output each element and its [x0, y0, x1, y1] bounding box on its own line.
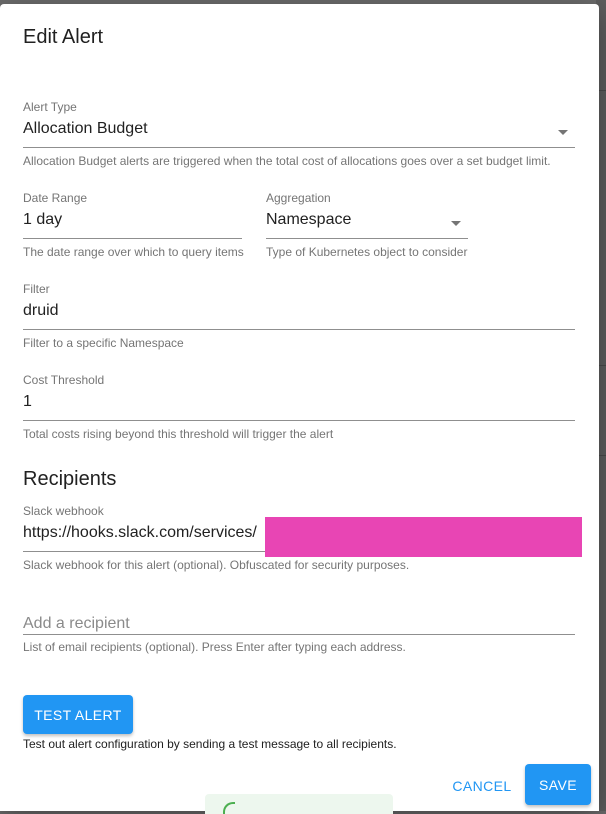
caret-down-icon — [558, 130, 568, 135]
cost-threshold-value: 1 — [23, 393, 32, 410]
test-alert-button[interactable]: TEST ALERT — [23, 695, 133, 734]
alert-type-value: Allocation Budget — [23, 120, 148, 137]
cancel-button[interactable]: CANCEL — [445, 768, 519, 804]
cost-threshold-underline — [23, 420, 575, 421]
success-icon — [223, 802, 235, 814]
email-recipient-underline — [23, 634, 575, 635]
filter-underline — [23, 329, 575, 330]
aggregation-helper: Type of Kubernetes object to consider — [266, 245, 468, 259]
alert-type-select[interactable] — [23, 96, 575, 166]
aggregation-underline — [266, 238, 468, 239]
save-button[interactable]: SAVE — [525, 764, 591, 805]
caret-down-icon — [451, 221, 461, 226]
aggregation-select[interactable] — [266, 187, 468, 257]
filter-helper: Filter to a specific Namespace — [23, 336, 184, 350]
recipients-heading: Recipients — [23, 468, 117, 490]
slack-webhook-label: Slack webhook — [23, 504, 104, 518]
email-recipient-input[interactable] — [23, 592, 575, 662]
date-range-value: 1 day — [23, 211, 63, 228]
alert-type-label: Alert Type — [23, 100, 77, 114]
email-recipient-helper: List of email recipients (optional). Press Enter after typing each address. — [23, 640, 406, 654]
date-range-underline — [23, 238, 242, 239]
filter-value: druid — [23, 302, 59, 319]
alert-type-underline — [23, 147, 575, 148]
aggregation-value: Namespace — [266, 211, 352, 228]
date-range-field[interactable] — [23, 187, 242, 257]
redaction-overlay — [265, 517, 582, 557]
cost-threshold-label: Cost Threshold — [23, 373, 105, 387]
email-recipient-placeholder: Add a recipient — [23, 615, 130, 632]
cost-threshold-field[interactable] — [23, 369, 575, 439]
test-alert-helper: Test out alert configuration by sending a test message to all recipients. — [23, 737, 397, 751]
aggregation-label: Aggregation — [266, 191, 331, 205]
dialog-title: Edit Alert — [23, 26, 104, 48]
filter-field[interactable] — [23, 278, 575, 348]
edit-alert-dialog — [0, 4, 599, 811]
slack-webhook-value: https://hooks.slack.com/services/ — [23, 524, 257, 541]
success-snackbar — [205, 794, 393, 814]
date-range-helper: The date range over which to query items — [23, 245, 244, 259]
filter-label: Filter — [23, 282, 50, 296]
alert-type-helper: Allocation Budget alerts are triggered when the total cost of allocations goes over a set budget limit. — [23, 154, 551, 168]
cost-threshold-helper: Total costs rising beyond this threshold will trigger the alert — [23, 427, 334, 441]
date-range-label: Date Range — [23, 191, 88, 205]
slack-webhook-helper: Slack webhook for this alert (optional). Obfuscated for security purposes. — [23, 558, 410, 572]
